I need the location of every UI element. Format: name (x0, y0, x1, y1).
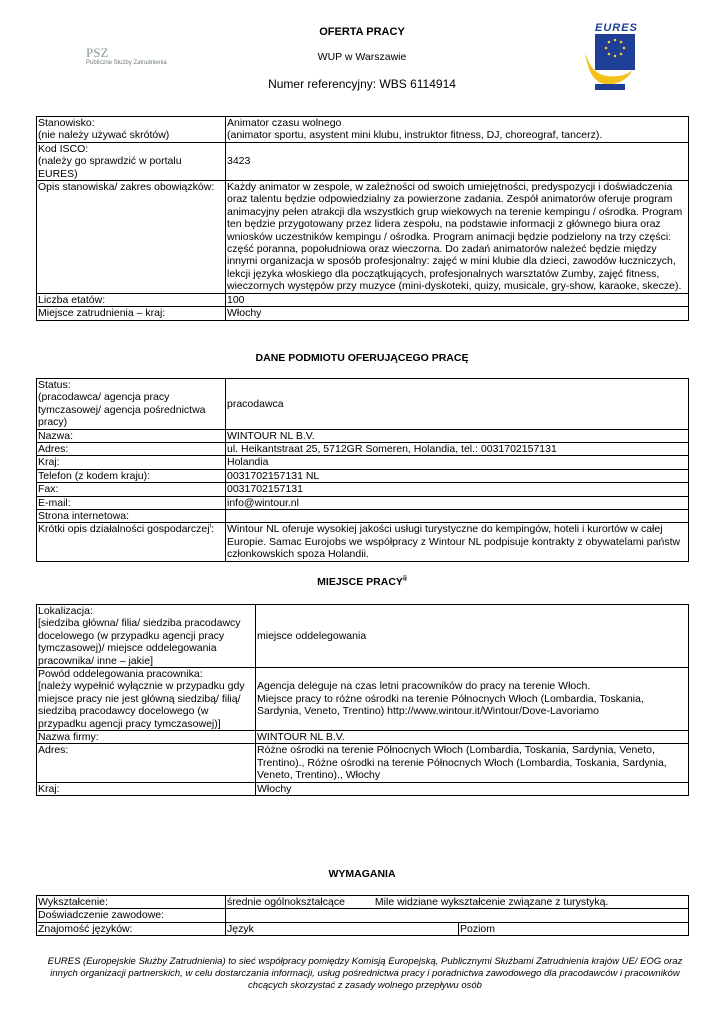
table-row (37, 922, 689, 935)
document-title: OFERTA PRACY (319, 26, 405, 38)
positions-value: 100 (226, 293, 689, 306)
psz-logo-text: PSZ (86, 45, 109, 60)
country-label: Miejsce zatrudnienia – kraj: (37, 307, 226, 320)
reference-number: Numer referencyjny: WBS 6114914 (268, 77, 456, 91)
table-row (37, 307, 689, 320)
status-value: pracodawca (226, 379, 689, 430)
eures-logo (583, 24, 637, 92)
duties-value: Każdy animator w zespole, w zależności od swoich umiejętności, predyspozycji i doświadczenia oraz talentu będzie odpowiedzialny za powierzone zadania. Zespół animatorów oferuje program animacyjny pełen atrakcji dla wszystkich grup wiekowych na terenie kempingu / ośrodka. Program ten będzie przygotowany przez lidera zespołu, na podstawie informacji z głównego biura oraz wniosków uczestników kempingu / ośrodka. Program animacji będzie podzielony na trzy części: część poranna, popołudniowa oraz wieczorna. Do zadań animatorów należeć będzie między innymi organizacja w sposób profesjonalny: zajęć w mini klubie dla dzieci, zawodów łuczniczych, lekcji języka włoskiego dla początkujących, profesjonalnych warsztatów Zumby, zajęć fitness, wieczornych występów przy muzyce (mini-dyskoteki, quizy, musicale, gry-show, karaoke, skecze). (226, 181, 689, 294)
positions-label: Liczba etatów: (37, 293, 226, 306)
table-row (37, 909, 689, 922)
footnote-marker: i (209, 522, 212, 530)
job-title-value: Animator czasu wolnego (animator sportu, asystent mini klubu, instruktor fitness, DJ, choreograf, tancerz). (226, 117, 689, 143)
employer-name-label: Nazwa: (37, 429, 226, 442)
fax-value: 0031702157131 (226, 483, 689, 496)
table-row (37, 181, 689, 294)
requirements-table (36, 895, 689, 936)
email-label: E-mail: (37, 496, 226, 509)
table-row (37, 605, 689, 668)
experience-label: Doświadczenie zawodowe: (37, 909, 226, 922)
location-value: miejsce oddelegowania (256, 605, 689, 668)
table-row (37, 469, 689, 482)
website-label: Strona internetowa: (37, 510, 226, 523)
education-value: średnie ogólnokształcące (227, 896, 345, 908)
table-row (37, 523, 689, 561)
table-row (37, 483, 689, 496)
education-note: Mile widziane wykształcenie związane z turystyką. (374, 896, 609, 908)
business-description-label (37, 523, 226, 561)
business-description-label-colon: : (211, 523, 215, 536)
psz-logo-subtitle: Publiczne Służby Zatrudnienia (86, 60, 167, 66)
business-description-value: Wintour NL oferuje wysokiej jakości usługi turystyczne do kempingów, hoteli i kurortów w całej Europie. Samac Eurojobs we współpracy z Wintour NL podpisuje kontrakty z obywatelami państw członkowskich spoza Holandii. (226, 523, 689, 561)
education-value-cell (226, 896, 689, 909)
company-name-value: WINTOUR NL B.V. (256, 731, 689, 744)
status-label: Status: (pracodawca/ agencja pracy tymczasowej/ agencja pośrednictwa pracy) (37, 379, 226, 430)
fax-label: Fax: (37, 483, 226, 496)
business-description-label-text: Krótki opis działalności gospodarczej (38, 523, 210, 536)
isco-value: 3423 (226, 142, 689, 180)
table-row (37, 510, 689, 523)
language-column-header: Język (226, 922, 459, 935)
table-row (37, 456, 689, 469)
phone-value: 0031702157131 NL (226, 469, 689, 482)
table-row (37, 429, 689, 442)
delegation-reason-label: Powód oddelegowania pracownika: [należy wypełnić wyłącznie w przypadku gdy miejsce pracy nie jest główną siedzibą/ filią/ siedzibą pracodawcy docelowego (w przypadku agencji pracy tymczasowej)] (37, 668, 256, 731)
table-row (37, 731, 689, 744)
requirements-heading: WYMAGANIA (328, 868, 396, 880)
footer-note: EURES (Europejskie Służby Zatrudnienia) to sieć współpracy pomiędzy Komisją Europejską, Publicznymi Służbami Zatrudnienia krajów UE/ EOG oraz innych organizacji partnerskich, w celu dostarczania informacji, usług pośrednictwa pracy i poradnictwa zawodowego dla pracodawców i pracowników chcących skorzystać z zasady wolnego przepływu osób (47, 956, 683, 991)
employer-address-value: ul. Heikantstraat 25, 5712GR Someren, Holandia, tel.: 0031702157131 (226, 443, 689, 456)
table-row (37, 744, 689, 782)
eures-logo-text: EURES (595, 22, 638, 34)
website-value (226, 510, 689, 523)
employer-heading: DANE PODMIOTU OFERUJĄCEGO PRACĘ (255, 352, 469, 364)
issuer: WUP w Warszawie (317, 51, 407, 63)
employer-name-value: WINTOUR NL B.V. (226, 429, 689, 442)
table-row (37, 443, 689, 456)
isco-label: Kod ISCO: (należy go sprawdzić w portalu EURES) (37, 142, 226, 180)
psz-logo (86, 46, 196, 72)
table-row (37, 782, 689, 795)
job-title-label: Stanowisko: (nie należy używać skrótów) (37, 117, 226, 143)
country-value: Włochy (226, 307, 689, 320)
table-row (37, 293, 689, 306)
table-row (37, 668, 689, 731)
email-value[interactable]: info@wintour.nl (226, 496, 689, 509)
delegation-reason-value: Agencja deleguje na czas letni pracowników do pracy na terenie Włoch. Miejsce pracy to różne ośrodki na terenie Północnych Włoch (Lombardia, Toskania, Sardynia, Veneto, Trentino) http://www.wintour.it/Wintour/Dove-Lavoriamo (256, 668, 689, 731)
employer-address-label: Adres: (37, 443, 226, 456)
table-row (37, 379, 689, 430)
workplace-table (36, 604, 689, 796)
phone-label: Telefon (z kodem kraju): (37, 469, 226, 482)
eures-logo-graphic (583, 24, 637, 92)
employer-country-label: Kraj: (37, 456, 226, 469)
workplace-country-label: Kraj: (37, 782, 256, 795)
job-table (36, 116, 689, 321)
employer-country-value: Holandia (226, 456, 689, 469)
table-row (37, 142, 689, 180)
duties-label: Opis stanowiska/ zakres obowiązków: (37, 181, 226, 294)
company-name-label: Nazwa firmy: (37, 731, 256, 744)
table-row (37, 117, 689, 143)
languages-label: Znajomość języków: (37, 922, 226, 935)
footnote-marker: ii (402, 575, 407, 583)
workplace-country-value: Włochy (256, 782, 689, 795)
table-row (37, 896, 689, 909)
location-label: Lokalizacja: [siedziba główna/ filia/ siedziba pracodawcy docelowego (w przypadku agencji pracy tymczasowej)/ miejsce oddelegowania pracownika/ inne – jakie] (37, 605, 256, 668)
experience-value (226, 909, 689, 922)
workplace-address-label: Adres: (37, 744, 256, 782)
workplace-address-value: Różne ośrodki na terenie Północnych Włoch (Lombardia, Toskania, Sardynia, Veneto, Trentino)., Różne ośrodki na terenie Północnych Włoch (Lombardia, Toskania, Sardynia, Veneto, Trentino)., Włochy (256, 744, 689, 782)
workplace-heading-text: MIEJSCE PRACY (317, 576, 403, 588)
level-column-header: Poziom (459, 922, 689, 935)
education-label: Wykształcenie: (37, 896, 226, 909)
workplace-heading (0, 576, 724, 588)
employer-table (36, 378, 689, 562)
table-row (37, 496, 689, 509)
